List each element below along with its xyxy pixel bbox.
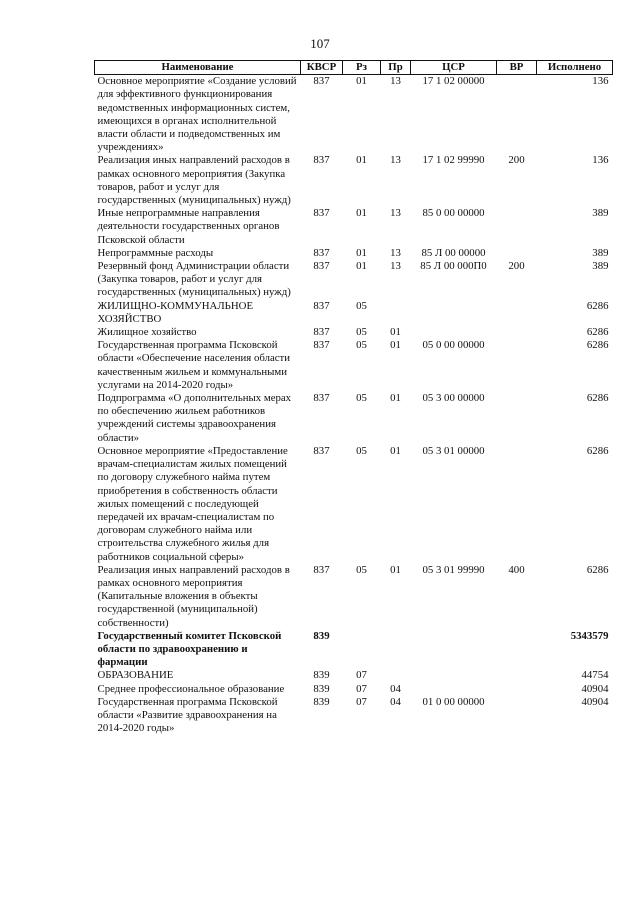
row-csr: 17 1 02 99990 xyxy=(422,154,485,167)
row-rz: 07 xyxy=(356,669,367,682)
row-amount: 389 xyxy=(592,260,609,273)
row-rz: 05 xyxy=(356,563,367,576)
row-amount: 136 xyxy=(592,154,609,167)
row-csr: 05 3 01 99990 xyxy=(422,563,485,576)
row-kvsr: 837 xyxy=(313,563,330,576)
row-amount: 44754 xyxy=(581,669,609,682)
table-row xyxy=(95,669,613,682)
header-amount: Исполнено xyxy=(537,61,613,75)
row-csr: 05 3 01 00000 xyxy=(422,444,485,457)
row-amount: 136 xyxy=(592,75,609,88)
header-rz: Рз xyxy=(343,61,381,75)
table-row xyxy=(95,445,613,564)
row-kvsr: 837 xyxy=(313,246,330,259)
header-name: Наименование xyxy=(95,61,301,75)
row-vr xyxy=(497,247,537,260)
row-kvsr: 837 xyxy=(313,154,330,167)
row-csr: 05 0 00 00000 xyxy=(422,339,485,352)
row-csr: 17 1 02 00000 xyxy=(422,75,485,88)
row-rz: 07 xyxy=(356,695,367,708)
row-name: Государственный комитет Псковской области по здравоохранению и фармации xyxy=(97,629,282,669)
row-kvsr: 837 xyxy=(313,326,330,339)
row-rz: 05 xyxy=(356,444,367,457)
row-kvsr: 837 xyxy=(313,260,330,273)
row-amount: 6286 xyxy=(586,392,609,405)
row-rz: 05 xyxy=(356,326,367,339)
table-row xyxy=(95,75,613,155)
row-kvsr: 837 xyxy=(313,75,330,88)
row-rz: 01 xyxy=(356,154,367,167)
table-body xyxy=(95,75,613,736)
table-row xyxy=(95,154,613,207)
row-kvsr: 839 xyxy=(313,695,330,708)
row-kvsr: 837 xyxy=(313,339,330,352)
row-csr: 01 0 00 00000 xyxy=(422,695,485,708)
row-kvsr: 837 xyxy=(313,299,330,312)
row-vr xyxy=(497,75,537,155)
row-rz: 01 xyxy=(356,246,367,259)
row-vr: 200 xyxy=(508,154,525,167)
row-kvsr: 839 xyxy=(313,682,330,695)
row-vr xyxy=(497,445,537,564)
row-rz xyxy=(343,630,381,670)
row-amount: 6286 xyxy=(586,299,609,312)
row-name: ЖИЛИЩНО-КОММУНАЛЬНОЕ ХОЗЯЙСТВО xyxy=(97,299,254,325)
row-csr xyxy=(411,683,497,696)
row-rz: 01 xyxy=(356,260,367,273)
row-vr: 200 xyxy=(508,260,525,273)
table-row xyxy=(95,392,613,445)
row-pr: 01 xyxy=(390,563,401,576)
header-vr: ВР xyxy=(497,61,537,75)
row-name: Резервный фонд Администрации области (Закупка товаров, работ и услуг для государственных (муниципальных) нужд) xyxy=(97,260,291,299)
row-vr xyxy=(497,326,537,339)
row-csr xyxy=(411,326,497,339)
row-amount: 6286 xyxy=(586,339,609,352)
row-name: Государственная программа Псковской области «Обеспечение населения области качественным жильем и коммунальными услугами на 2014-2020 годы» xyxy=(97,339,291,391)
row-pr: 13 xyxy=(390,246,401,259)
row-name: Основное мероприятие «Создание условий для эффективного функционирования ведомственных информационных систем, имеющихся в органах исполнительной власти области и подведомственных им учреждениях» xyxy=(97,75,297,154)
row-csr: 85 Л 00 000П0 xyxy=(420,260,487,273)
row-kvsr: 839 xyxy=(313,629,330,642)
row-csr: 05 3 00 00000 xyxy=(422,392,485,405)
header-csr: ЦСР xyxy=(411,61,497,75)
budget-table xyxy=(94,60,613,735)
row-kvsr: 837 xyxy=(313,207,330,220)
table-row xyxy=(95,247,613,260)
row-rz: 07 xyxy=(356,682,367,695)
header-pr: Пр xyxy=(381,61,411,75)
row-pr: 13 xyxy=(390,260,401,273)
row-amount: 40904 xyxy=(581,695,609,708)
row-amount: 40904 xyxy=(581,682,609,695)
row-pr: 13 xyxy=(390,154,401,167)
row-csr: 85 Л 00 00000 xyxy=(421,246,486,259)
row-rz: 05 xyxy=(356,299,367,312)
row-pr xyxy=(381,630,411,670)
row-name: Иные непрограммные направления деятельности государственных органов Псковской области xyxy=(97,207,280,246)
row-vr xyxy=(497,300,537,326)
row-vr xyxy=(497,696,537,736)
row-name: Подпрограмма «О дополнительных мерах по обеспечению жильем работников учреждений системы здравоохранения области» xyxy=(97,392,292,444)
table-row xyxy=(95,564,613,630)
row-vr xyxy=(497,207,537,247)
row-vr xyxy=(497,683,537,696)
row-name: Государственная программа Псковской области «Развитие здравоохранения на 2014-2020 годы» xyxy=(97,695,278,735)
row-amount: 6286 xyxy=(586,563,609,576)
table-row xyxy=(95,300,613,326)
row-name: Жилищное хозяйство xyxy=(97,326,197,339)
row-name: Среднее профессиональное образование xyxy=(97,682,285,695)
row-amount: 389 xyxy=(592,246,609,259)
page-number: 107 xyxy=(310,36,330,51)
row-amount: 5343579 xyxy=(570,629,609,642)
table-row xyxy=(95,630,613,670)
row-vr xyxy=(497,392,537,445)
row-rz: 01 xyxy=(356,75,367,88)
row-vr: 400 xyxy=(508,563,525,576)
row-vr xyxy=(497,630,537,670)
row-name: Непрограммные расходы xyxy=(97,246,214,259)
row-pr xyxy=(381,669,411,682)
row-kvsr: 837 xyxy=(313,444,330,457)
row-pr: 01 xyxy=(390,444,401,457)
row-csr xyxy=(411,669,497,682)
row-pr: 01 xyxy=(390,339,401,352)
row-csr: 85 0 00 00000 xyxy=(422,207,485,220)
row-pr: 01 xyxy=(390,392,401,405)
row-pr: 04 xyxy=(390,695,401,708)
row-name: ОБРАЗОВАНИЕ xyxy=(97,669,174,682)
row-rz: 05 xyxy=(356,339,367,352)
row-pr: 04 xyxy=(390,682,401,695)
row-vr xyxy=(497,339,537,392)
table-row xyxy=(95,207,613,247)
row-rz: 05 xyxy=(356,392,367,405)
table-row xyxy=(95,696,613,736)
row-name: Реализация иных направлений расходов в рамках основного мероприятия (Капитальные вложения в объекты государственной (муниципальной) собственности) xyxy=(97,563,290,629)
table-row xyxy=(95,339,613,392)
header-kvsr: КВСР xyxy=(301,61,343,75)
row-pr xyxy=(381,300,411,326)
row-vr xyxy=(497,669,537,682)
row-name: Реализация иных направлений расходов в рамках основного мероприятия (Закупка товаров, работ и услуг для государственных (муниципальных) нужд) xyxy=(97,154,291,207)
table-row xyxy=(95,683,613,696)
row-amount: 6286 xyxy=(586,444,609,457)
table-row xyxy=(95,260,613,300)
row-amount: 6286 xyxy=(586,326,609,339)
row-name: Основное мероприятие «Предоставление врачам-специалистам жилых помещений по договору служебного найма путем приобретения в собственность области жилых помещений с последующей передачей их врачам-специалистам по договорам служебного найма или строительства служебного жилья для работников социальной сферы» xyxy=(97,444,288,563)
row-csr xyxy=(411,300,497,326)
row-kvsr: 837 xyxy=(313,392,330,405)
row-amount: 389 xyxy=(592,207,609,220)
row-csr xyxy=(411,630,497,670)
row-pr: 13 xyxy=(390,75,401,88)
table-row xyxy=(95,326,613,339)
row-kvsr: 839 xyxy=(313,669,330,682)
row-pr: 13 xyxy=(390,207,401,220)
row-pr: 01 xyxy=(390,326,401,339)
table-header xyxy=(95,61,613,75)
row-rz: 01 xyxy=(356,207,367,220)
